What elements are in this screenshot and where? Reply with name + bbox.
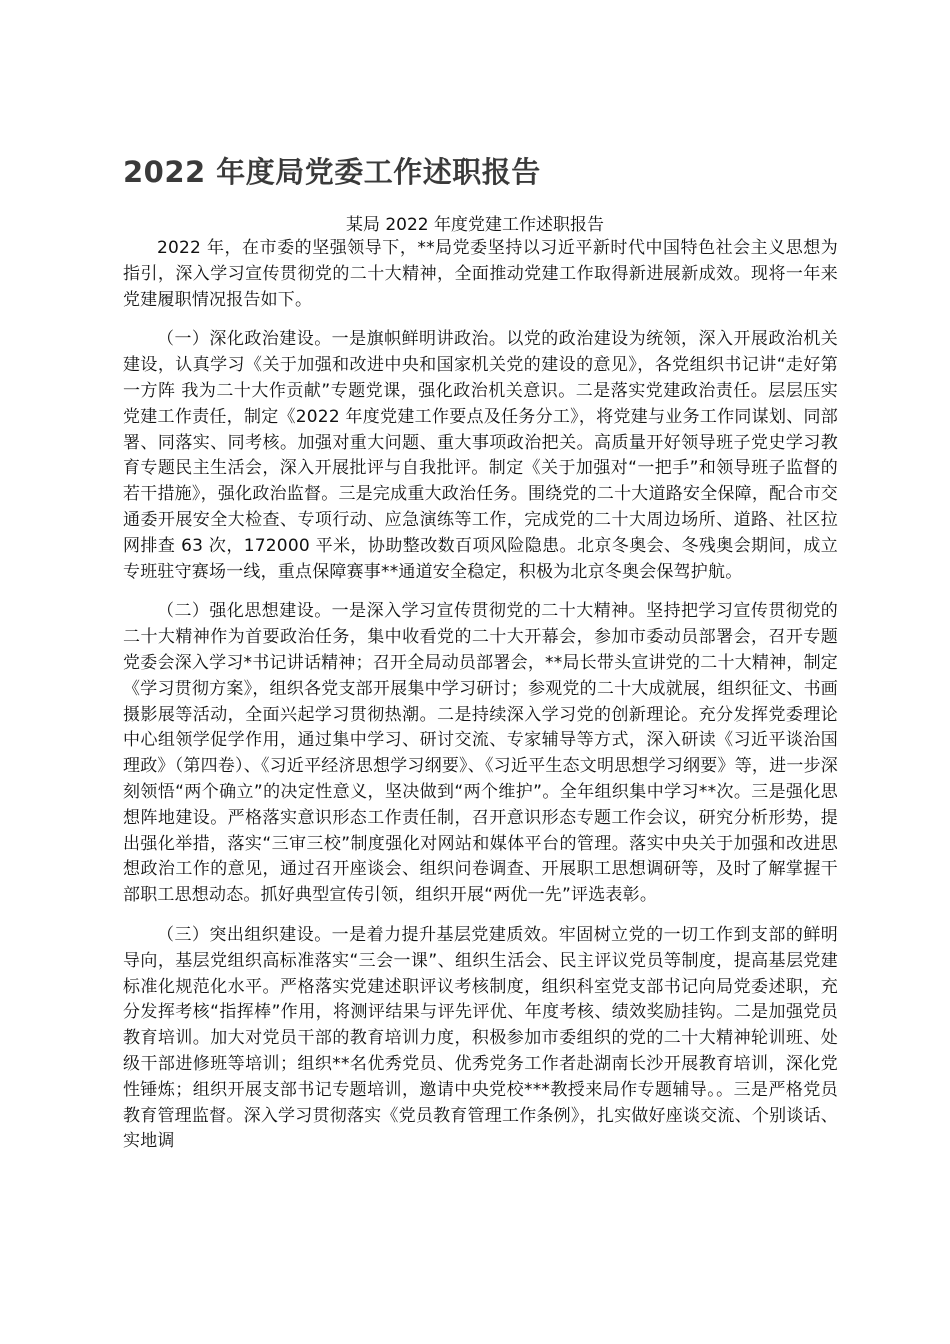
- body-paragraph-organizational: （三）突出组织建设。一是着力提升基层党建质效。牢固树立党的一切工作到支部的鲜明导向，基层党组织高标准落实“三会一课”、组织生活会、民主评议党员等制度，提高基层党建标准化规范化水平。严格落实党建述职评议考核制度，组织科室党支部书记向局党委述职，充分发挥考核“指挥棒”作用，将测评结果与评先评优、年度考核、绩效奖励挂钩。二是加强党员教育培训。加大对党员干部的教育培训力度，积极参加市委组织的党的二十大精神轮训班、处级干部进修班等培训；组织**名优秀党员、优秀党务工作者赴湖南长沙开展教育培训，深化党性锤炼；组织开展支部书记专题培训，邀请中央党校***教授来局作专题辅导。。三是严格党员教育管理监督。深入学习贯彻落实《党员教育管理工作条例》，扎实做好座谈交流、个别谈话、实地调: [123, 924, 838, 1152]
- body-paragraph-political: （一）深化政治建设。一是旗帜鲜明讲政治。以党的政治建设为统领，深入开展政治机关建设，认真学习《关于加强和改进中央和国家机关党的建设的意见》，各党组织书记讲“走好第一方阵 我为二十大作贡献”专题党课，强化政治机关意识。二是落实党建政治责任。层层压实党建工作责任，制定《2022 年度党建工作要点及任务分工》，将党建与业务工作同谋划、同部署、同落实、同考核。加强对重大问题、重大事项政治把关。高质量开好领导班子党史学习教育专题民主生活会，深入开展批评与自我批评。制定《关于加强对“一把手”和领导班子监督的若干措施》，强化政治监督。三是完成重大政治任务。围绕党的二十大道路安全保障，配合市交通委开展安全大检查、专项行动、应急演练等工作，完成党的二十大周边场所、道路、社区拉网排查 63 次，172000 平米，协助整改数百项风险隐患。北京冬奥会、冬残奥会期间，成立专班驻守赛场一线，重点保障赛事**通道安全稳定，积极为北京冬奥会保驾护航。: [123, 329, 838, 582]
- document-subtitle: 某局 2022 年度党建工作述职报告: [345, 215, 605, 235]
- body-paragraph-intro: 2022 年，在市委的坚强领导下，**局党委坚持以习近平新时代中国特色社会主义思想为指引，深入学习宣传贯彻党的二十大精神，全面推动党建工作取得新进展新成效。现将一年来党建履职情况报告如下。: [123, 238, 838, 310]
- body-paragraph-ideological: （二）强化思想建设。一是深入学习宣传贯彻党的二十大精神。坚持把学习宣传贯彻党的二十大精神作为首要政治任务，集中收看党的二十大开幕会，参加市委动员部署会，召开专题党委会深入学习*书记讲话精神；召开全局动员部署会，**局长带头宣讲党的二十大精神，制定《学习贯彻方案》，组织各党支部开展集中学习研讨；参观党的二十大成就展，组织征文、书画摄影展等活动，全面兴起学习贯彻热潮。二是持续深入学习党的创新理论。充分发挥党委理论中心组领学促学作用，通过集中学习、研讨交流、专家辅导等方式，深入研读《习近平谈治国理政》（第四卷）、《习近平经济思想学习纲要》、《习近平生态文明思想学习纲要》等，进一步深刻领悟“两个确立”的决定性意义，坚决做到“两个维护”。全年组织集中学习**次。三是强化思想阵地建设。严格落实意识形态工作责任制，召开意识形态专题工作会议，研究分析形势，提出强化举措，落实“三审三校”制度强化对网站和媒体平台的管理。落实中央关于加强和改进思想政治工作的意见，通过召开座谈会、组织问卷调查、开展职工思想调研等，及时了解掌握干部职工思想动态。抓好典型宣传引领，组织开展“两优一先”评选表彰。: [123, 601, 838, 906]
- document-title: 2022 年度局党委工作述职报告: [123, 155, 541, 189]
- document-body: [123, 236, 838, 1169]
